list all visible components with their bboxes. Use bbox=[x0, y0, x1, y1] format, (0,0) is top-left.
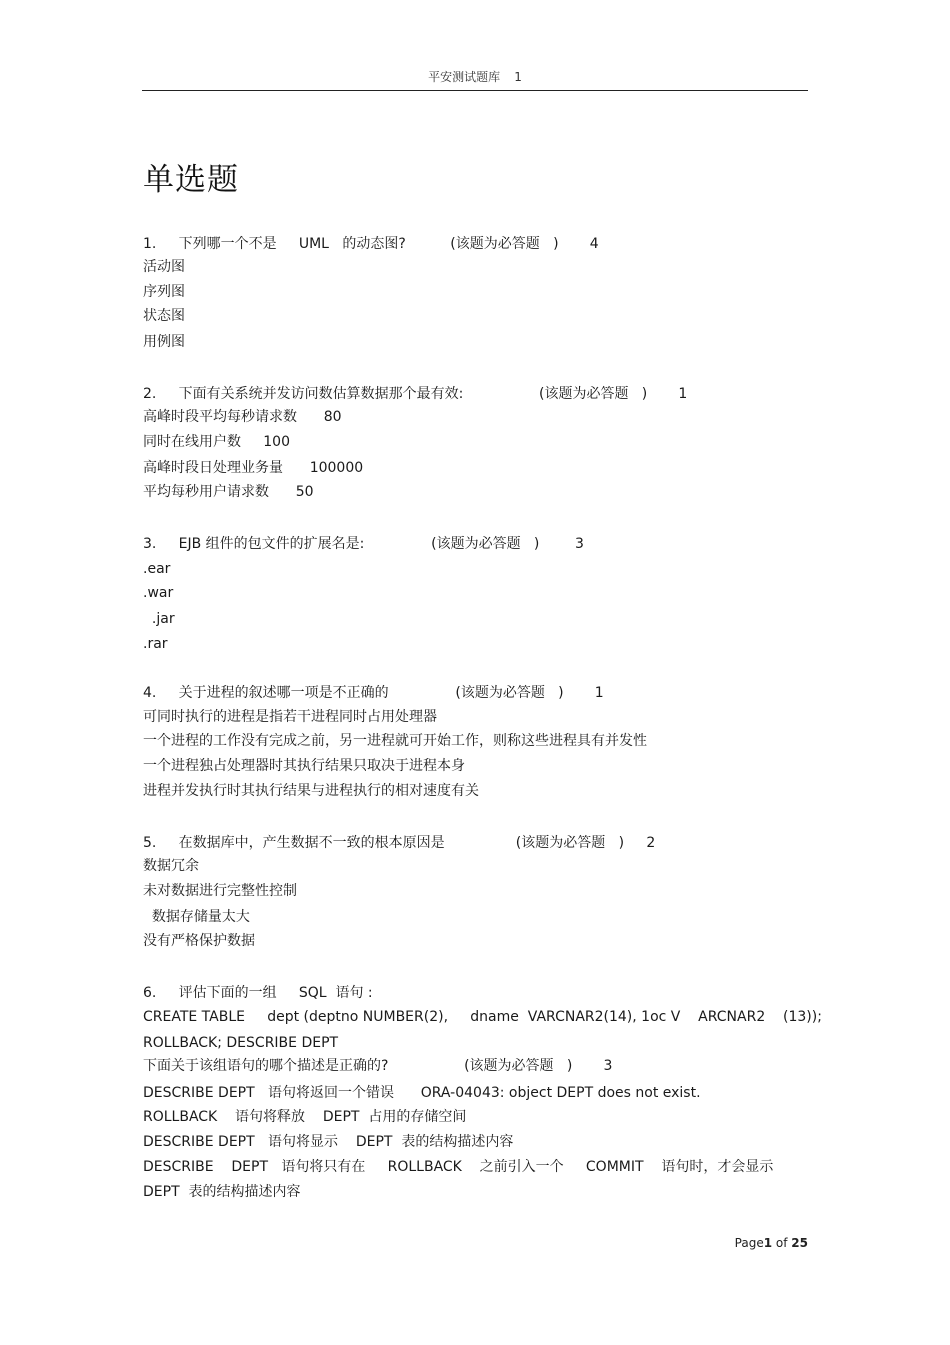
question-5-option: 数据存储量太大 bbox=[143, 909, 250, 925]
question-4-stem: 4. 关于进程的叙述哪一项是不正确的 (该题为必答题 ) 1 bbox=[143, 685, 604, 701]
question-1-option: 序列图 bbox=[143, 284, 185, 300]
question-6-stem: 6. 评估下面的一组 SQL 语句 : bbox=[143, 985, 373, 1001]
question-6-sql-line: ROLLBACK; DESCRIBE DEPT bbox=[143, 1035, 339, 1051]
header-divider bbox=[142, 90, 808, 91]
question-5-option: 数据冗余 bbox=[143, 858, 199, 874]
page-number-footer bbox=[700, 1236, 808, 1250]
question-5-option: 未对数据进行完整性控制 bbox=[143, 883, 297, 899]
question-6-option: DESCRIBE DEPT 语句将返回一个错误 ORA-04043: object DEPT does not exist. bbox=[143, 1085, 701, 1101]
footer-of: of bbox=[772, 1236, 792, 1250]
question-6-option: DESCRIBE DEPT 语句将显示 DEPT 表的结构描述内容 bbox=[143, 1134, 514, 1150]
question-2-option: 高峰时段日处理业务量 100000 bbox=[143, 460, 364, 476]
question-3-option: .war bbox=[143, 585, 174, 601]
question-5-stem: 5. 在数据库中，产生数据不一致的根本原因是 (该题为必答题 ) 2 bbox=[143, 835, 656, 851]
question-6-option: ROLLBACK 语句将释放 DEPT 占用的存储空间 bbox=[143, 1109, 467, 1125]
question-3-option: .ear bbox=[143, 561, 171, 577]
question-2-option: 平均每秒用户请求数 50 bbox=[143, 484, 314, 500]
question-1-option: 用例图 bbox=[143, 334, 185, 350]
question-1-stem: 1. 下列哪一个不是 UML 的动态图? (该题为必答题 ) 4 bbox=[143, 236, 599, 252]
question-4-option: 一个进程独占处理器时其执行结果只取决于进程本身 bbox=[143, 758, 465, 774]
question-2-option: 高峰时段平均每秒请求数 80 bbox=[143, 409, 342, 425]
footer-total-pages: 25 bbox=[791, 1236, 808, 1250]
question-6-option: DESCRIBE DEPT 语句将只有在 ROLLBACK 之前引入一个 COMMIT 语句时，才会显示 bbox=[143, 1159, 774, 1175]
question-6-option-continued: DEPT 表的结构描述内容 bbox=[143, 1184, 301, 1200]
question-1-option: 状态图 bbox=[143, 308, 185, 324]
question-6-sql-line: CREATE TABLE dept (deptno NUMBER(2), dname VARCNAR2(14), 1oc V ARCNAR2 (13)); bbox=[143, 1009, 822, 1025]
question-3-option: .rar bbox=[143, 636, 168, 652]
question-3-option: .jar bbox=[143, 611, 175, 627]
question-3-stem: 3. EJB 组件的包文件的扩展名是: (该题为必答题 ) 3 bbox=[143, 536, 584, 552]
footer-prefix: Page bbox=[734, 1236, 764, 1250]
question-2-stem: 2. 下面有关系统并发访问数估算数据那个最有效: (该题为必答题 ) 1 bbox=[143, 386, 688, 402]
header-number: 1 bbox=[514, 70, 522, 84]
question-1-option: 活动图 bbox=[143, 259, 185, 275]
header-title: 平安测试题库 bbox=[428, 70, 501, 84]
footer-current-page: 1 bbox=[763, 1236, 773, 1250]
question-5-option: 没有严格保护数据 bbox=[143, 933, 255, 949]
page-header bbox=[142, 68, 808, 85]
question-4-option: 可同时执行的进程是指若干进程同时占用处理器 bbox=[143, 709, 437, 725]
question-4-option: 一个进程的工作没有完成之前，另一进程就可开始工作，则称这些进程具有并发性 bbox=[143, 733, 647, 749]
section-title: 单选题 bbox=[143, 162, 239, 198]
question-2-option: 同时在线用户数 100 bbox=[143, 434, 290, 450]
question-4-option: 进程并发执行时其执行结果与进程执行的相对速度有关 bbox=[143, 783, 479, 799]
question-6-prompt: 下面关于该组语句的哪个描述是正确的? (该题为必答题 ) 3 bbox=[143, 1058, 613, 1074]
